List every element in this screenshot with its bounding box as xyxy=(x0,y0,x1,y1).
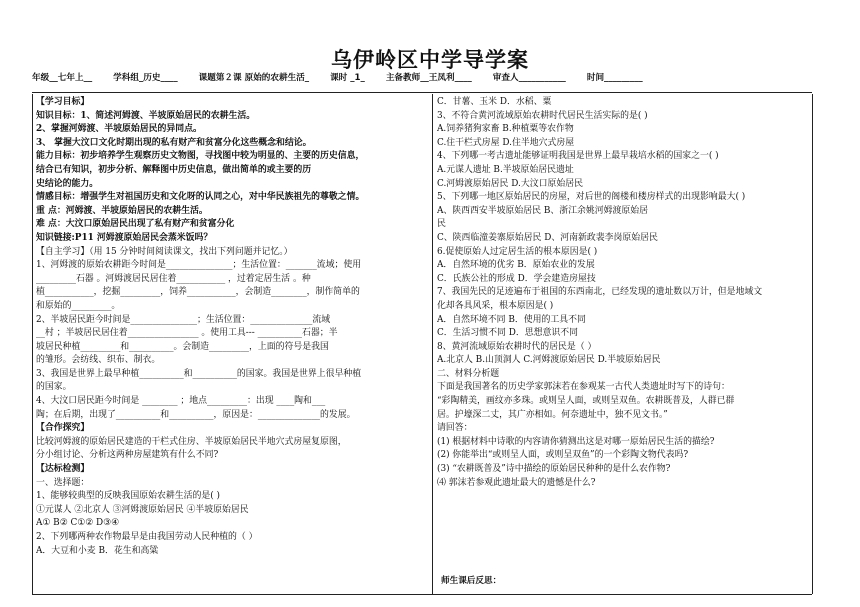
left-line: 4、大汶口居民距今时间是 ________ ；地点_________：出现 ____陶和___ xyxy=(36,396,326,407)
time-field: 时间_________ xyxy=(586,73,643,83)
left-line: 比较河姆渡的原始居民建造的干栏式住房、半坡原始居民半地穴式房屋复原图， xyxy=(36,436,347,447)
left-line: 1、能够较典型的反映我国原始农耕生活的是( ) xyxy=(36,491,221,502)
left-line: 重 点：河姆渡、半坡原始居民的农耕生活。 xyxy=(36,205,208,216)
left-line: 【达标检测】 xyxy=(36,464,90,475)
left-line: 一、选择题： xyxy=(36,477,90,488)
topic-field: 课题第２课 原始的农耕生活_ xyxy=(198,73,310,83)
left-line: 【自主学习】（用 15 分钟时间阅读课文，找出下列问题并记忆。） xyxy=(36,246,293,257)
left-line: _________石器 。河姆渡居民居住着___________ ，过着定居生活 。种 xyxy=(36,273,311,284)
right-line: (3) “农耕既普及”诗中描绘的原始居民种种的是什么农作物? xyxy=(437,464,671,475)
left-border xyxy=(32,94,33,594)
teacher-field: 主备教师__王凤利____ xyxy=(385,73,472,83)
right-line: C．生活习惯不同 D．思想意识不同 xyxy=(437,328,578,339)
right-line: 请回答： xyxy=(437,423,473,434)
reviewer-field: 审查人___________ xyxy=(492,73,566,83)
right-line: ⑷ 郭沫若参观此遗址最大的遗憾是什么? xyxy=(437,477,596,488)
right-line: “彩陶精美，画纹亦多珠。或则呈人面，或则呈双鱼。农耕既普及，人群已群 xyxy=(437,396,735,407)
left-line: 知识链接:P11 河姆渡原始居民会蒸米饭吗？ xyxy=(36,232,213,243)
right-line: A．自然环境的优劣 B．原始农业的发展 xyxy=(437,260,595,271)
right-line: 化却各具风采，根本原因是( ) xyxy=(437,300,554,311)
right-line: C.住干栏式房屋 D.住半地穴式房屋 xyxy=(437,137,575,148)
left-line: 【合作探究】 xyxy=(36,423,90,434)
right-line: 下面是我国著名的历史学家郭沫若在参观某一古代人类遗址时写下的诗句： xyxy=(437,382,730,393)
left-line: 2、半坡居民距今时间是_______________；生活位置：______________流域 xyxy=(36,314,331,325)
left-line: 【学习目标】 xyxy=(36,97,90,107)
right-line: A.元谋人遗址 B.半坡原始居民遗址 xyxy=(437,164,574,175)
bottom-rule xyxy=(32,594,812,595)
left-line: 陶；在后期，出现了__________和__________，原因是：______________的发展。 xyxy=(36,409,356,420)
right-line: 居。护壕深二丈，其广亦相如。何奈遗址中，独不见文书。” xyxy=(437,409,668,420)
left-line: 的国家。 xyxy=(36,382,72,393)
column-divider xyxy=(432,94,433,594)
right-line: (1) 根据材料中诗歌的内容请你猜测出这是对哪一原始居民生活的描绘? xyxy=(437,436,715,447)
left-line: 情感目标：增强学生对祖国历史和文化呀的认同之心，对中华民族祖先的尊敬之情。 xyxy=(36,192,365,203)
right-line: A、陕西西安半坡原始居民 B、浙江余姚河姆渡原始居 xyxy=(437,205,648,216)
left-column xyxy=(36,96,428,558)
left-line: 的雏形。会纺线、织布、制衣。 xyxy=(36,355,161,366)
left-line: A① B② C①② D③④ xyxy=(36,518,120,529)
right-line: A．自然环境不同 B．使用的工具不同 xyxy=(437,314,586,325)
left-line: 难 点：大汶口原始居民出现了私有财产和贫富分化 xyxy=(36,219,235,230)
right-line: 8、黄河流域原始农耕时代的居民是（ ） xyxy=(437,341,597,352)
header-info xyxy=(32,71,832,83)
right-line: A.北京人 B.山顶洞人 C.河姆渡原始居民 D.半坡原始居民 xyxy=(437,355,661,366)
left-line: 坡居民种植_________和__________。会制造_________，上面的符号是我国 xyxy=(36,341,329,352)
left-line: 2、掌握河姆渡、半坡原始居民的异同点。 xyxy=(36,124,202,135)
right-line: 二、材料分析题 xyxy=(437,368,500,379)
left-line: A．大豆和小麦 B．花生和高粱 xyxy=(36,545,159,556)
right-line: (2) 你能举出“或则呈人面，或则呈双鱼”的一个彩陶文物代表吗? xyxy=(437,450,689,461)
right-line: 5、下列哪一地区原始居民的房屋，对后世的阁楼和楼房样式的出现影响最大( ) xyxy=(437,192,746,203)
header-rule xyxy=(32,92,812,93)
subject-field: 学科组_历史____ xyxy=(113,73,178,83)
grade-field: 年级__七年上__ xyxy=(32,73,93,83)
right-line: 7、我国先民的足迹遍布于祖国的东西南北，已经发现的遗址数以万计，但是地域文 xyxy=(437,287,763,298)
left-line: 史结论的能力。 xyxy=(36,178,99,189)
left-line: ①元谋人 ②北京人 ③河姆渡原始居民 ④半坡原始居民 xyxy=(36,504,249,515)
left-line: 2、下列哪两种农作物最早是由我国劳动人民种植的（ ） xyxy=(36,532,258,542)
right-line: C、陕西临潼姜寨原始居民 D、河南新政裴李岗原始居民 xyxy=(437,232,658,243)
right-border xyxy=(812,94,813,594)
left-line: 和原始的_________。 xyxy=(36,300,121,311)
right-column xyxy=(437,96,809,490)
right-line: A.饲养猪狗家畜 B.种植粟等农作物 xyxy=(437,124,574,135)
left-line: 1、河姆渡的原始农耕距今时间是_______________；生活位置：_______流域；使用 xyxy=(36,260,362,271)
right-line: C．甘薯、玉米 D．水稻、粟 xyxy=(437,97,552,107)
left-line: 分小组讨论、分析这两种房屋建筑有什么不同? xyxy=(36,450,219,461)
right-line: 4、下列哪一考古遗址能够证明我国是世界上最早栽培水稻的国家之一( ) xyxy=(437,151,719,162)
period-field: 课时 _1_ xyxy=(330,73,365,83)
right-line: 6.促使原始人过定居生活的根本原因是( ) xyxy=(437,246,598,257)
left-line: __村 ；半坡居民居住着________________ 。使用工具--- __________石器；半 xyxy=(36,328,338,339)
left-line: 知识目标：1、简述河姆渡、半坡原始居民的农耕生活。 xyxy=(36,110,256,121)
right-line: C．氏族公社的形成 D．学会建造房屋技 xyxy=(437,273,596,284)
left-line: 3、 掌握大汶口文化时期出现的私有财产和贫富分化这些概念和结论。 xyxy=(36,137,312,148)
right-line: C.河姆渡原始居民 D.大汶口原始居民 xyxy=(437,178,583,189)
right-line: 3、不符合黄河流域原始农耕时代居民生活实际的是( ) xyxy=(437,110,648,121)
left-line: 植___________，挖掘_________，饲养___________，会制造________，制作简单的 xyxy=(36,287,360,298)
left-line: 能力目标：初步培养学生观察历史文物图，寻找图中较为明显的、主要的历史信息， xyxy=(36,151,365,162)
right-line: 民 xyxy=(437,219,446,230)
page-title: 乌伊岭区中学导学案 xyxy=(331,48,529,72)
left-line: 结合已有知识，初步分析、解释图中历史信息，做出简单的或主要的历 xyxy=(36,164,312,175)
reflection-label: 师生课后反思： xyxy=(441,576,502,586)
left-line: 3、我国是世界上最早种植__________和__________的国家。我国是世界上很早种植 xyxy=(36,368,362,379)
